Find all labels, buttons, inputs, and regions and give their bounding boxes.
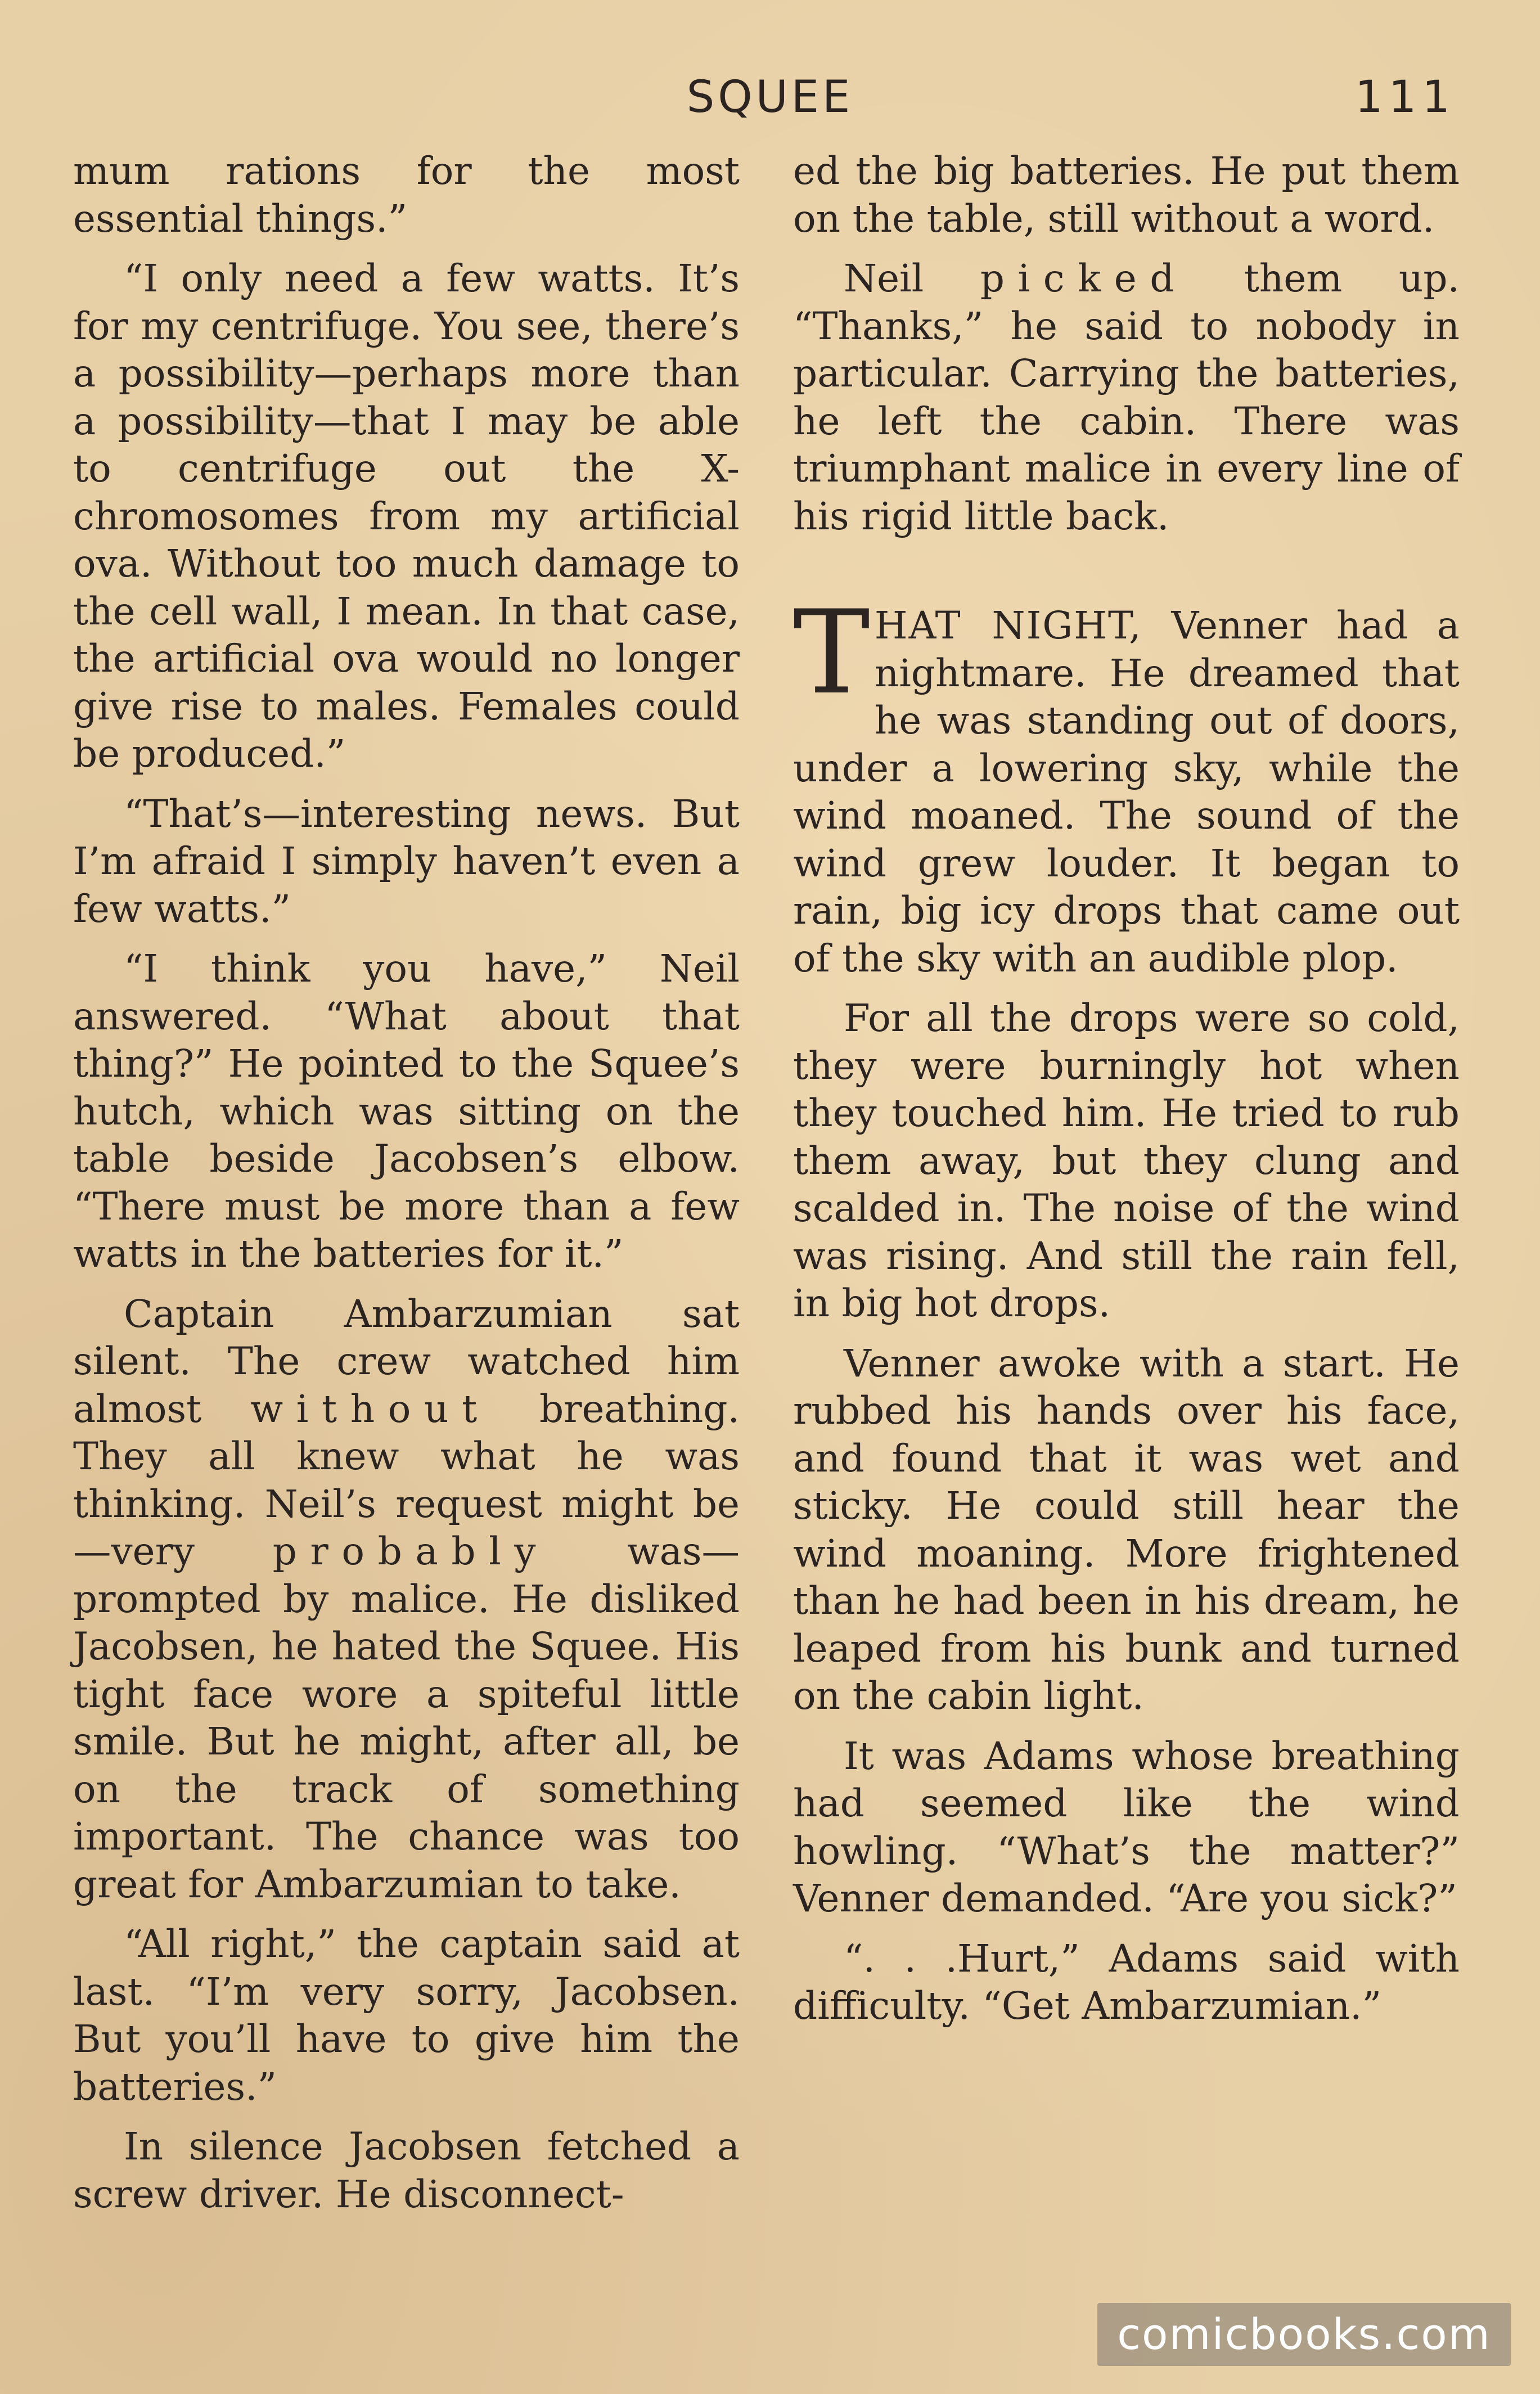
drop-cap: T xyxy=(793,586,870,720)
emphasized-word: without xyxy=(250,1386,490,1431)
paragraph: “I only need a few watts. It’s for my centrifuge. You see, there’s a possibility—perhaps more than a possibility—that I may be able to centrifuge out the X-chromosomes from my artificial ova. Without too much damage to the cell wall, I mean. In that case, the artificial ova would no longer give rise to males. Females could be produced.” xyxy=(73,256,740,776)
paragraph: ed the big batteries. He put them on the table, still without a word. xyxy=(793,148,1460,241)
emphasized-word: picked xyxy=(980,256,1188,300)
text-run: breathing. They all knew what he was thinking. Neil’s request might be—very xyxy=(73,1386,740,1573)
paragraph: “. . .Hurt,” Adams said with difficulty. “Get Ambarzumian.” xyxy=(793,1936,1460,2028)
left-column xyxy=(73,147,740,2230)
right-column xyxy=(793,147,1460,2042)
page-number: 111 xyxy=(1355,72,1456,123)
paragraph: “I think you have,” Neil answered. “What about that thing?” He pointed to the Squee’s hutch, which was sitting on the table beside Jacobsen’s elbow. “There must be more than a few watts in the batteries for it.” xyxy=(73,946,740,1276)
text-run: was—prompted by malice. He disliked Jacobsen, he hated the Squee. His tight face wore a spiteful little smile. But he might, after all, be on the track of something important. The chance was too great for Ambarzumian to take. xyxy=(73,1529,740,1906)
paragraph: In silence Jacobsen fetched a screw driver. He disconnect- xyxy=(73,2124,740,2216)
watermark-text: comicbooks.com xyxy=(1117,2309,1491,2359)
running-title: SQUEE xyxy=(686,72,854,123)
section-opening-paragraph xyxy=(793,586,1460,982)
paragraph: For all the drops were so cold, they were burningly hot when they touched him. He tried to rub them away, but they clung and scalded in. The noise of the wind was rising. And still the rain fell, in big hot drops. xyxy=(793,996,1460,1325)
page-header xyxy=(0,72,1540,134)
paragraph: Venner awoke with a start. He rubbed his hands over his face, and found that it was wet and sticky. He could still hear the wind moaning. More frightened than he had been in his dream, he leaped from his bunk and turned on the cabin light. xyxy=(793,1340,1460,1718)
text-run: Neil xyxy=(844,256,924,300)
paragraph xyxy=(793,255,1460,540)
paragraph: “All right,” the captain said at last. “I’m very sorry, Jacobsen. But you’ll have to give him the batteries.” xyxy=(73,1922,740,2109)
text-run: Venner had a nightmare. He dreamed that he was standing out of doors, under a lowering sky, while the wind moaned. The sound of the wind grew louder. It began to rain, big icy drops that came out of the sky with an audible plop. xyxy=(793,603,1460,980)
emphasized-word: probably xyxy=(272,1529,550,1573)
paragraph: mum rations for the most essential things.” xyxy=(73,148,740,241)
lead-in: HAT NIGHT, xyxy=(874,603,1142,647)
paragraph xyxy=(73,1290,740,1909)
text-run: Captain Ambarzumian sat silent. The crew watched him almost xyxy=(73,1291,740,1431)
paragraph: “That’s—interesting news. But I’m afraid I simply haven’t even a few watts.” xyxy=(73,791,740,931)
watermark-badge xyxy=(1097,2303,1511,2366)
text-run: them up. “Thanks,” he said to nobody in particular. Carrying the batteries, he left the cabin. There was triumphant malice in every line of his rigid little back. xyxy=(793,256,1460,538)
paragraph: It was Adams whose breathing had seemed like the wind howling. “What’s the matter?” Venner demanded. “Are you sick?” xyxy=(793,1733,1460,1920)
